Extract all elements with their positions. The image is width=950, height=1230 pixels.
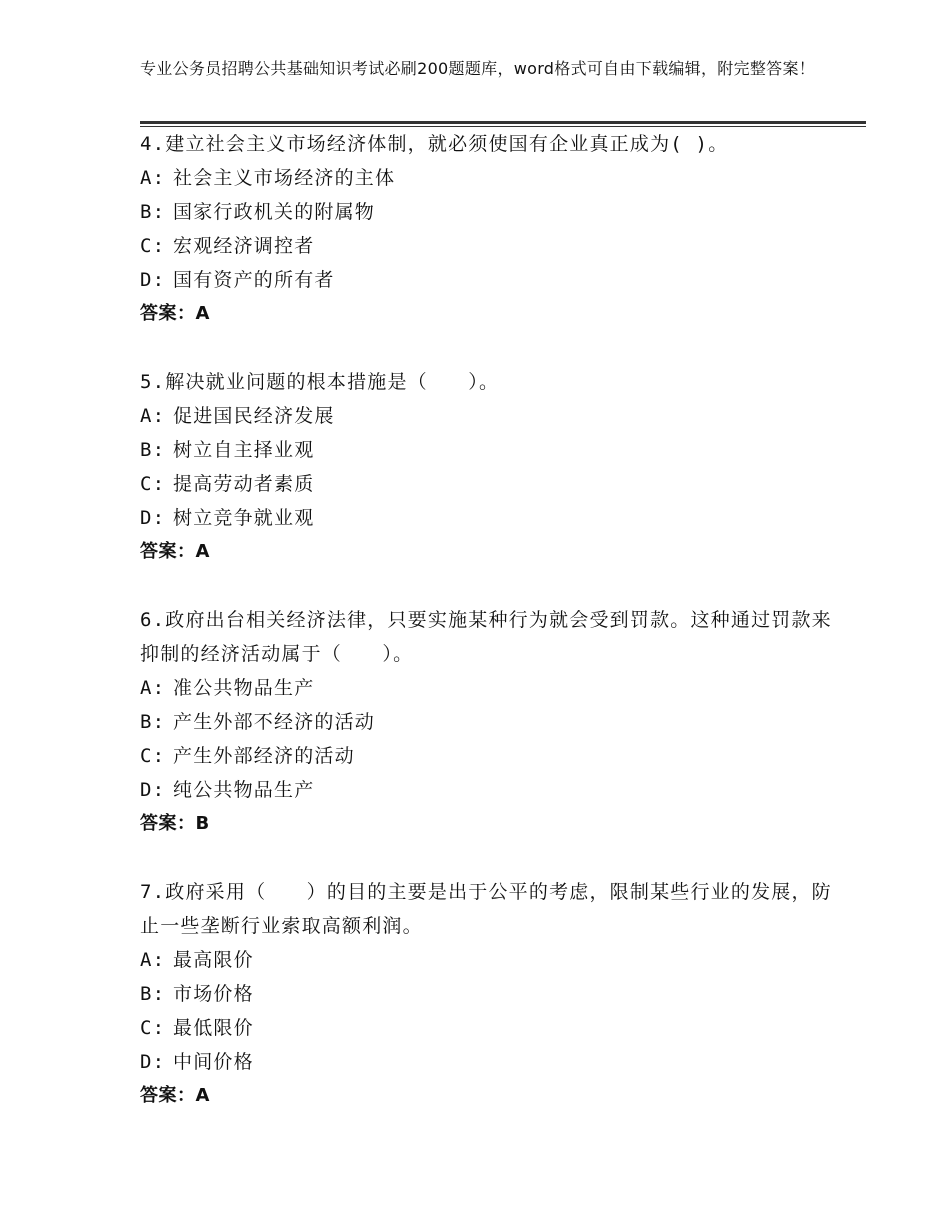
option-letter: A: bbox=[140, 167, 166, 189]
option-d bbox=[140, 773, 840, 807]
question-stem: 6.政府出台相关经济法律，只要实施某种行为就会受到罚款。这种通过罚款来抑制的经济活动属于（ ）。 bbox=[140, 609, 832, 665]
question-list bbox=[140, 127, 840, 1147]
option-text: 促进国民经济发展 bbox=[173, 405, 335, 427]
option-b bbox=[140, 705, 840, 739]
option-text: 社会主义市场经济的主体 bbox=[173, 167, 396, 189]
answer-label: 答案：A bbox=[140, 303, 210, 324]
option-b bbox=[140, 195, 840, 229]
option-text: 树立竞争就业观 bbox=[173, 507, 315, 529]
answer-label: 答案：A bbox=[140, 1085, 210, 1106]
option-a bbox=[140, 671, 840, 705]
option-text: 最低限价 bbox=[173, 1017, 254, 1039]
option-letter: C: bbox=[140, 745, 166, 767]
answer-label: 答案：B bbox=[140, 813, 210, 834]
option-letter: A: bbox=[140, 949, 166, 971]
option-letter: C: bbox=[140, 235, 166, 257]
option-letter: B: bbox=[140, 201, 166, 223]
option-a bbox=[140, 399, 840, 433]
option-letter: D: bbox=[140, 269, 166, 291]
option-letter: A: bbox=[140, 677, 166, 699]
option-letter: D: bbox=[140, 507, 166, 529]
option-text: 产生外部不经济的活动 bbox=[173, 711, 376, 733]
option-d bbox=[140, 1045, 840, 1079]
question-4 bbox=[140, 127, 840, 331]
option-b bbox=[140, 433, 840, 467]
question-stem: 5.解决就业问题的根本措施是（ ）。 bbox=[140, 371, 500, 393]
option-letter: D: bbox=[140, 779, 166, 801]
header-rule-thick bbox=[140, 121, 866, 124]
option-text: 准公共物品生产 bbox=[173, 677, 315, 699]
option-d bbox=[140, 501, 840, 535]
question-stem: 4.建立社会主义市场经济体制，就必须使国有企业真正成为( )。 bbox=[140, 133, 729, 155]
option-d bbox=[140, 263, 840, 297]
option-c bbox=[140, 1011, 840, 1045]
option-b bbox=[140, 977, 840, 1011]
question-6 bbox=[140, 603, 840, 841]
question-stem: 7.政府采用（ ）的目的主要是出于公平的考虑，限制某些行业的发展，防止一些垄断行业索取高额利润。 bbox=[140, 881, 832, 937]
option-a bbox=[140, 161, 840, 195]
option-text: 树立自主择业观 bbox=[173, 439, 315, 461]
option-letter: B: bbox=[140, 439, 166, 461]
option-text: 国有资产的所有者 bbox=[173, 269, 335, 291]
answer-label: 答案：A bbox=[140, 541, 210, 562]
option-text: 最高限价 bbox=[173, 949, 254, 971]
option-letter: A: bbox=[140, 405, 166, 427]
option-text: 纯公共物品生产 bbox=[173, 779, 315, 801]
option-text: 产生外部经济的活动 bbox=[173, 745, 355, 767]
option-letter: C: bbox=[140, 473, 166, 495]
option-text: 市场价格 bbox=[173, 983, 254, 1005]
question-5 bbox=[140, 365, 840, 569]
document-header: 专业公务员招聘公共基础知识考试必刷200题题库，word格式可自由下载编辑，附完整答案！ bbox=[140, 59, 816, 78]
option-letter: D: bbox=[140, 1051, 166, 1073]
option-text: 国家行政机关的附属物 bbox=[173, 201, 376, 223]
option-letter: B: bbox=[140, 711, 166, 733]
option-c bbox=[140, 467, 840, 501]
option-letter: C: bbox=[140, 1017, 166, 1039]
option-a bbox=[140, 943, 840, 977]
option-c bbox=[140, 739, 840, 773]
option-text: 中间价格 bbox=[173, 1051, 254, 1073]
option-text: 宏观经济调控者 bbox=[173, 235, 315, 257]
option-letter: B: bbox=[140, 983, 166, 1005]
option-c bbox=[140, 229, 840, 263]
question-7 bbox=[140, 875, 840, 1113]
option-text: 提高劳动者素质 bbox=[173, 473, 315, 495]
